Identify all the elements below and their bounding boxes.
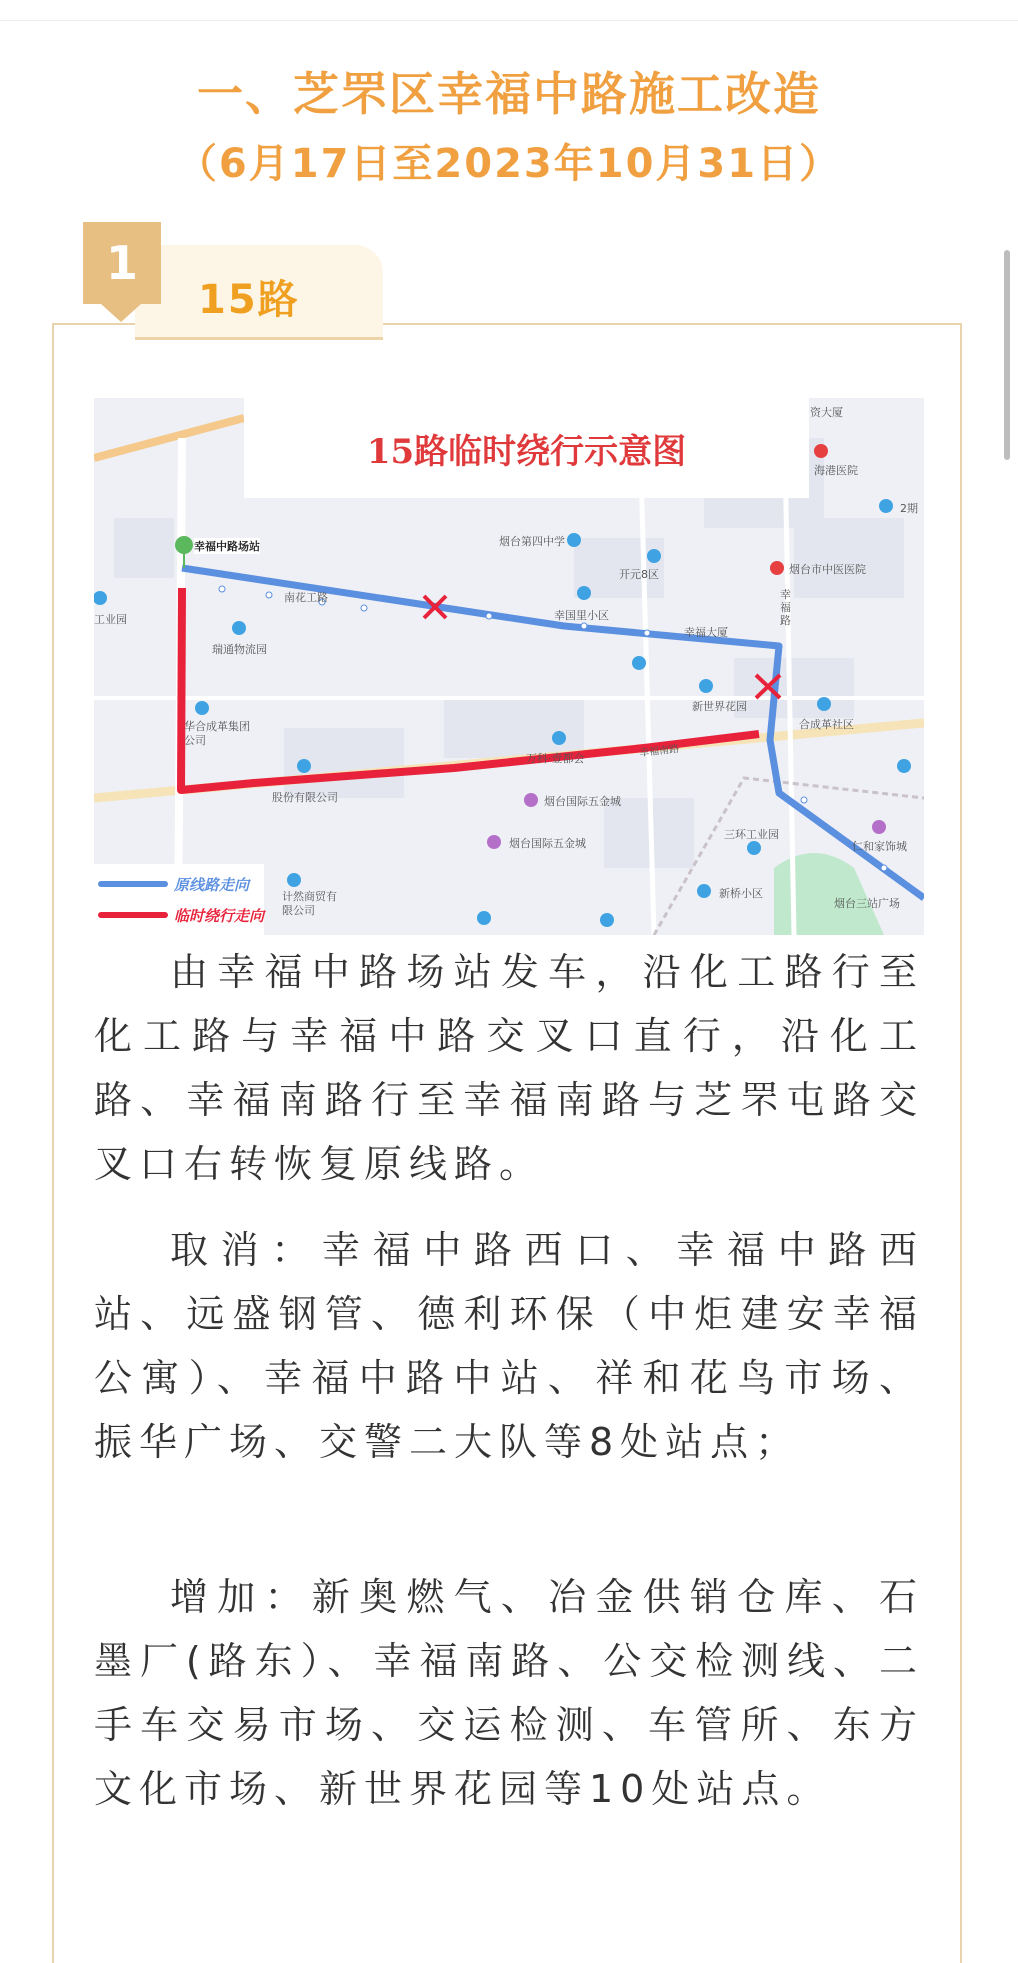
- legend-original-swatch: [98, 881, 168, 887]
- map-label: 合成革社区: [799, 718, 854, 731]
- cancelled-stops: 取消：幸福中路西口、幸福中路西站、远盛钢管、德利环保（中炬建安幸福公寓）、幸福中路中站、祥和花鸟市场、振华广场、交警二大队等8处站点；: [94, 1228, 924, 1464]
- map-label: 幸福大厦: [684, 626, 728, 639]
- map-label: 仁和家饰城: [852, 840, 907, 853]
- map-label: 新世界花园: [692, 700, 747, 713]
- start-pin-icon: [175, 536, 193, 554]
- legend-original: [94, 869, 249, 899]
- legend-original-label: 原线路走向: [174, 875, 250, 894]
- legend-detour: [94, 900, 264, 930]
- map-label: 幸国里小区: [554, 609, 609, 622]
- route-name: 15路: [198, 277, 300, 323]
- map-label: 股份有限公司: [272, 791, 338, 804]
- detour-map[interactable]: [94, 398, 924, 935]
- map-title-box: [244, 398, 809, 498]
- map-block: [794, 518, 904, 598]
- scrollbar-thumb[interactable]: [1004, 250, 1010, 460]
- map-label: 海港医院: [814, 464, 858, 477]
- top-divider: [0, 20, 1018, 21]
- page-title: 一、芝罘区幸福中路施工改造: [197, 67, 821, 121]
- map-label: 三环工业园: [724, 828, 779, 841]
- map-label: 烟台市中医医院: [789, 563, 866, 576]
- map-label: 烟台国际五金城: [544, 795, 621, 808]
- map-label: 万科·壹都会: [526, 752, 585, 765]
- map-label: 2期: [900, 502, 918, 515]
- section-number-badge: 1: [83, 222, 161, 304]
- map-label: 南花工路: [284, 591, 328, 604]
- map-label-road: 幸福南路: [638, 743, 680, 760]
- legend-detour-swatch: [98, 912, 168, 918]
- map-block: [114, 518, 174, 578]
- map-label: 烟台第四中学: [499, 535, 565, 548]
- map-block: [444, 698, 584, 758]
- map-label: 幸福路: [780, 588, 791, 627]
- map-label: 烟台三站广场: [834, 897, 900, 910]
- map-label: 资大厦: [810, 406, 843, 419]
- map-label: 华合成革集团公司: [184, 720, 250, 747]
- map-label-start-station: 幸福中路场站: [194, 540, 260, 553]
- route-description: 由幸福中路场站发车，沿化工路行至化工路与幸福中路交叉口直行，沿化工路、幸福南路行至幸福南路与芝罘屯路交叉口右转恢复原线路。: [94, 950, 924, 1186]
- map-title: 15路临时绕行示意图: [366, 431, 687, 472]
- added-stops: 增加：新奥燃气、冶金供销仓库、石墨厂(路东）、幸福南路、公交检测线、二手车交易市场、交运检测、车管所、东方文化市场、新世界花园等10处站点。: [94, 1575, 924, 1811]
- map-block: [734, 658, 854, 718]
- map-label: 瑞通物流园: [212, 643, 267, 656]
- page-subtitle: （6月17日至2023年10月31日）: [176, 141, 842, 187]
- map-label: 工业园: [94, 613, 127, 626]
- map-label: 开元8区: [619, 568, 659, 581]
- legend-detour-label: 临时绕行走向: [174, 906, 265, 925]
- map-label: 烟台国际五金城: [509, 837, 586, 850]
- map-legend: [94, 864, 264, 935]
- route-tab-underline: [135, 337, 383, 340]
- map-label: 计然商贸有限公司: [282, 890, 337, 917]
- map-label: 新桥小区: [719, 887, 763, 900]
